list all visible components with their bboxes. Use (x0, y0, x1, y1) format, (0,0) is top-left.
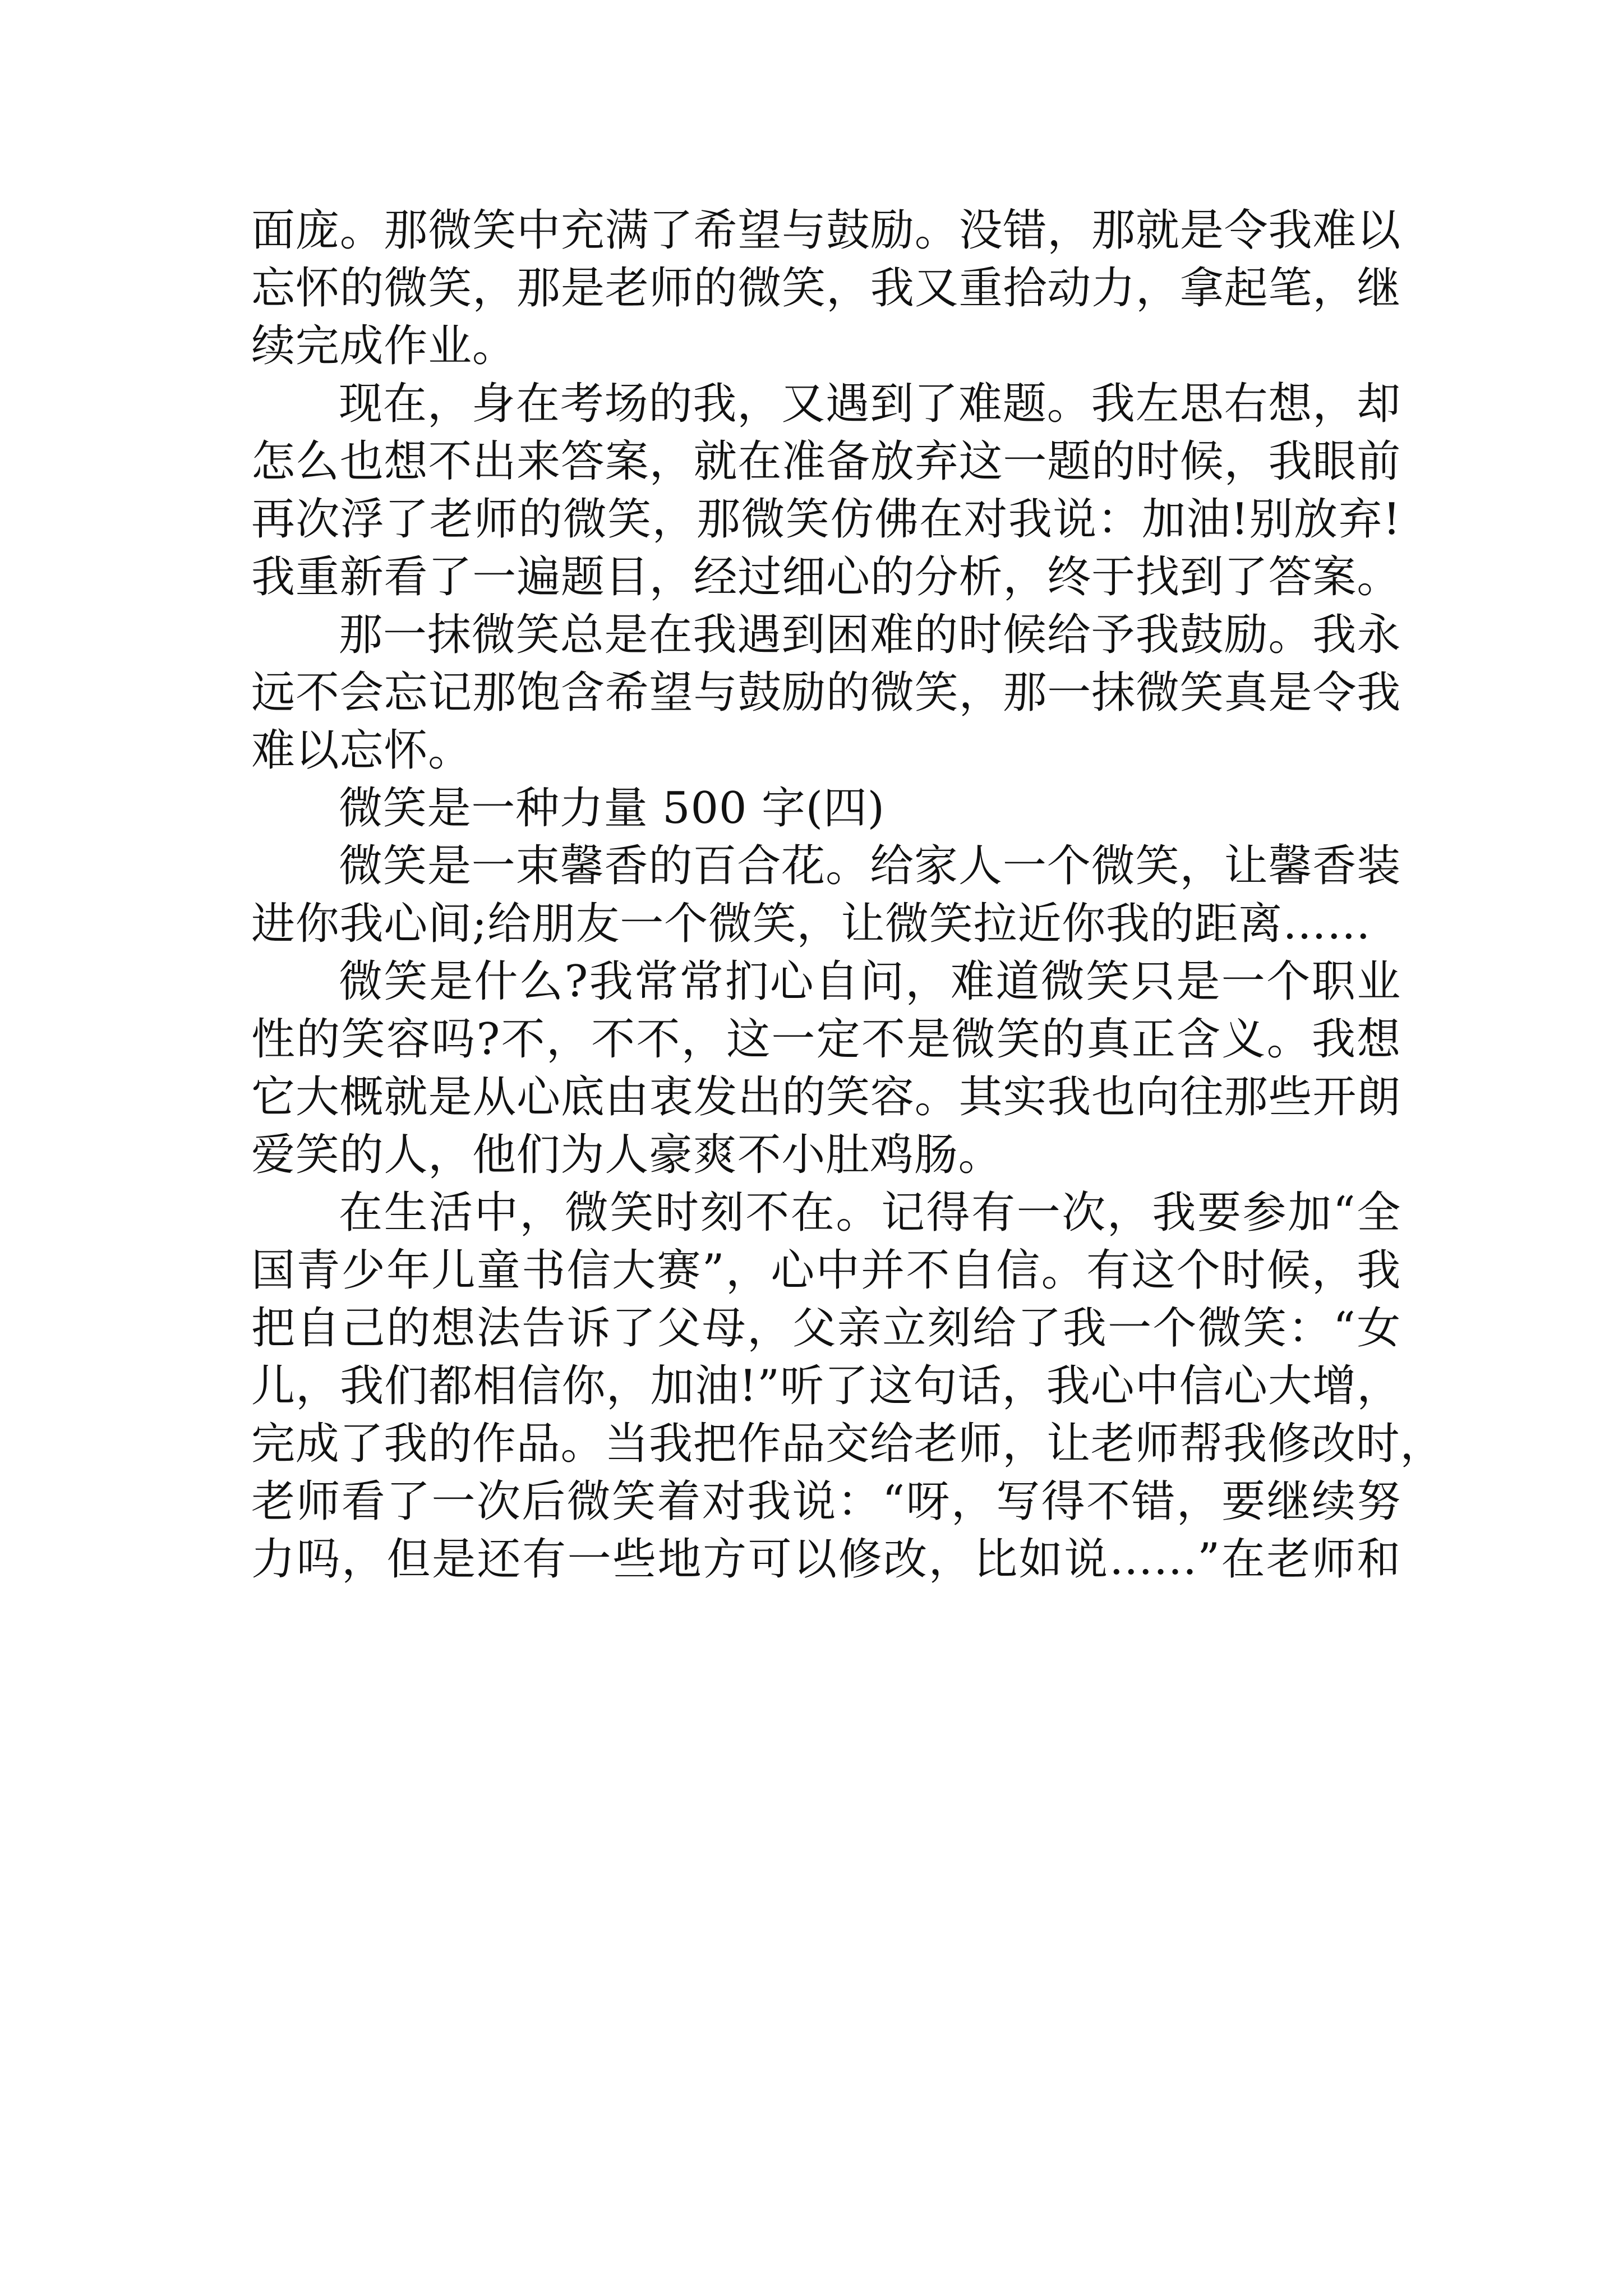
paragraph-start-line: 微笑是什么?我常常扪心自问，难道微笑只是一个职业 (339, 956, 1401, 1007)
text-line: 它大概就是从心底由衷发出的笑容。其实我也向往那些开朗 (251, 1072, 1401, 1122)
text-line: 远不会忘记那饱含希望与鼓励的微笑，那一抹微笑真是令我 (251, 668, 1401, 718)
paragraph-start-line: 现在，身在考场的我，又遇到了难题。我左思右想，却 (339, 379, 1401, 429)
text-line: 忘怀的微笑，那是老师的微笑，我又重拾动力，拿起笔，继 (251, 263, 1401, 314)
text-line: 怎么也想不出来答案，就在准备放弃这一题的时候，我眼前 (251, 436, 1401, 487)
paragraph-start-line: 那一抹微笑总是在我遇到困难的时候给予我鼓励。我永 (339, 610, 1401, 660)
text-line: 老师看了一次后微笑着对我说：“呀，写得不错，要继续努 (251, 1476, 1401, 1527)
text-line: 再次浮了老师的微笑，那微笑仿佛在对我说：加油!别放弃! (251, 494, 1401, 545)
text-line: 完成了我的作品。当我把作品交给老师，让老师帮我修改时， (251, 1419, 1445, 1469)
text-line: 我重新看了一遍题目，经过细心的分析，终于找到了答案。 (251, 552, 1401, 602)
text-line: 进你我心间;给朋友一个微笑，让微笑拉近你我的距离…… (251, 899, 1371, 949)
paragraph-start-line: 微笑是一束馨香的百合花。给家人一个微笑，让馨香装 (339, 841, 1401, 891)
document-body (251, 202, 1445, 1589)
text-line: 把自己的想法告诉了父母，父亲立刻给了我一个微笑：“女 (251, 1303, 1401, 1354)
text-line: 力吗，但是还有一些地方可以修改，比如说……”在老师和 (251, 1534, 1401, 1585)
paragraph-start-line: 在生活中，微笑时刻不在。记得有一次，我要参加“全 (339, 1188, 1401, 1238)
text-line: 性的笑容吗?不，不不，这一定不是微笑的真正含义。我想 (251, 1014, 1401, 1065)
section-heading: 微笑是一种力量 500 字(四) (339, 783, 885, 834)
text-line: 儿，我们都相信你，加油!”听了这句话，我心中信心大增， (251, 1361, 1401, 1411)
text-line: 面庞。那微笑中充满了希望与鼓励。没错，那就是令我难以 (251, 205, 1401, 256)
text-line: 国青少年儿童书信大赛”，心中并不自信。有这个时候，我 (251, 1245, 1401, 1296)
text-line: 续完成作业。 (251, 321, 517, 371)
text-line: 难以忘怀。 (251, 725, 472, 776)
text-line: 爱笑的人，他们为人豪爽不小肚鸡肠。 (251, 1130, 1003, 1180)
